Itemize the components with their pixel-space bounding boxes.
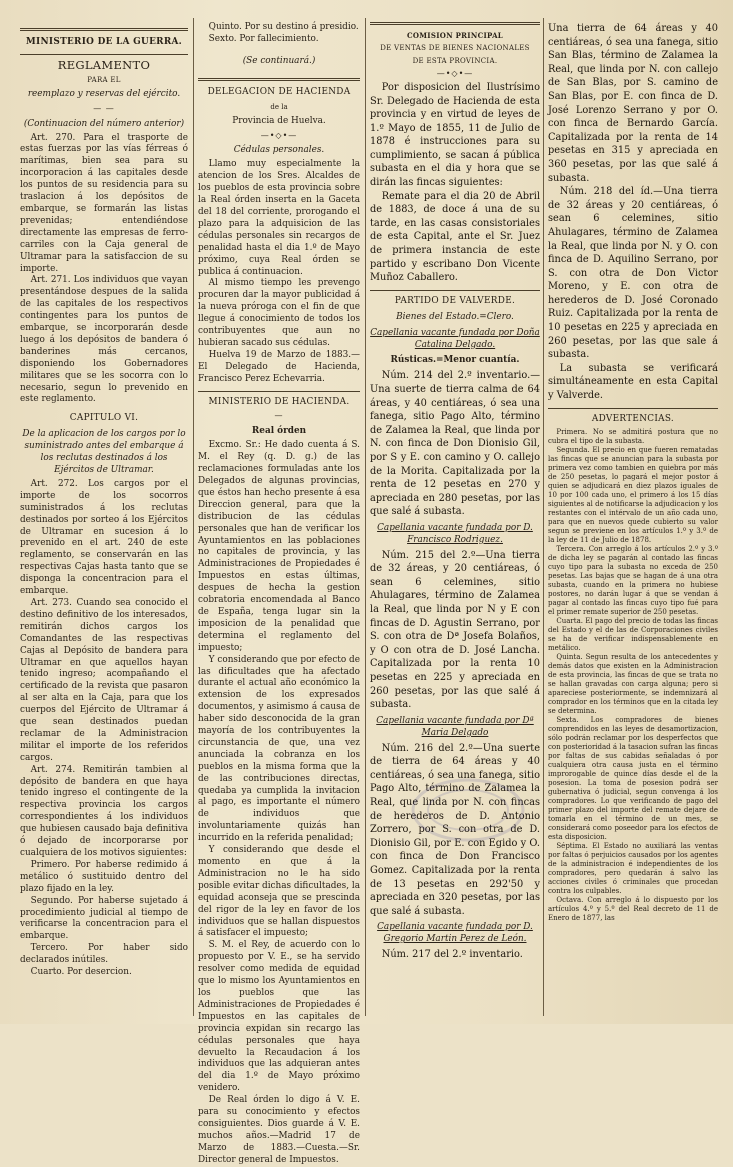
column-divider bbox=[193, 18, 194, 1016]
text-line: Quinto. Por su destino á presidio. bbox=[208, 22, 359, 32]
article-paragraph: Art. 273. Cuando sea conocido el destino definitivo de los interesados, remitirán dichos cargos los Comandantes de las respectivas Cajas al Depósito de bandera para Ultramar en que aquellos hayan tenido ingreso; acompañando el certificado de la revista que pasaron al ser alta en la Caja, para que los cuerpos del Ejército de Ultramar á que sean destinados puedan reclamar de la Administracion militar el importe de los referidos cargos. bbox=[20, 597, 188, 763]
section-title: REGLAMENTO bbox=[57, 57, 151, 72]
warning-item: Segunda. El precio en que fueren rematadas las fincas que se anuncian para la subasta por primera vez como tambien en quiebra por más de 250 pesetas, lo pagará el mejor postor á quien se adjudicará en diez plazos iguales de 10 por 100 cada uno, el primero á los 15 días siguientes al de notificarse la adjudicacion y los restantes con el intérvalo de un año cada uno, para que en nuevos quede cubierto su valor segun se previene en los artículos 1.º y 3.º de la ley de 11 de Julio de 1878. bbox=[548, 445, 718, 544]
lot-description: Núm. 214 del 2.º inventario.—Una suerte de tierra calma de 64 áreas, y 40 centiáreas, ó sea una fanega, sitio Pago Alto, término de Zalamea la Real, que linda por N. con finca de Don Dionisio Gil, por S y E. con camino y O. callejo de la Morita. Capitalizada por la renta de 12 pesetas en 270 y apreciada en 280 pesetas, por las que salé á subasta. bbox=[370, 370, 540, 518]
lot-description: Núm. 216 del 2.º—Una suerte de tierra de 64 áreas y 40 centiáreas, ó sea una fanega, sitio Pago Alto, término de Zalamea la Real, que linda por N. con fincas de herederos de D. Antonio Zorrero, por S. con otra de D. Dionisio Gil, por E. con Egido y O. con finca de Don Francisco Gomez. Capitalizada por la renta de 13 pesetas en 292'50 y apreciada en 320 pesetas, por las que salé á subasta. bbox=[370, 742, 540, 917]
double-rule bbox=[370, 22, 540, 25]
chaplaincy-heading: Capellania vacante fundada por D. Francisco Rodriguez. bbox=[377, 522, 533, 545]
column-divider bbox=[543, 18, 544, 1016]
warning-item: Tercera. Con arreglo á los artículos 2.º y 3.º de dicha ley se pagarán al contado las fincas cuyo tipo para la subasta no exceda de 250 pesetas. Las bajas que se hagan de á una otra subasta, cuando en la primera no hubiese postores, no darán lugar á que se vendan á pagar al contado las fincas cuyo tipo fué para el primer remate superior de 250 pesetas. bbox=[548, 544, 718, 616]
section-kicker: PARA EL bbox=[87, 75, 121, 84]
notice-signature: Huelva 19 de Marzo de 1883.—El Delegado de Hacienda, Francisco Perez Echevarria. bbox=[198, 349, 360, 384]
continuation-note: (Continuacion del número anterior) bbox=[23, 118, 185, 129]
lot-description: Núm. 218 del íd.—Una tierra de 32 áreas y 20 centiáreas, ó sean 6 celemines, sitio Ahulagares, término de Zalamea la Real, que linda por N. y O. con finca de D. Aquilino Serrano, por S. con otra de Don Victor Moreno, y E. con otra de herederos de D. José Coronado Ruiz. Capitalizada por la renta de 10 pesetas en 225 y apreciada en 260 pesetas, por las que sale á subasta. bbox=[548, 186, 718, 361]
royal-order-paragraph: Y considerando que desde el momento en que á la Administracion no le ha sido posible evitar dichas dificultades, la equidad aconseja que se prescinda del rigor de la ley en favor de los individuos que se hallan dispuestos á satisfacer el impuesto; bbox=[198, 845, 360, 939]
warning-item: Primera. No se admitirá postura que no cubra el tipo de la subasta. bbox=[548, 427, 718, 445]
ministry-heading: MINISTERIO DE LA GUERRA. bbox=[25, 37, 183, 47]
commission-sub: DE VENTAS DE BIENES NACIONALES bbox=[380, 44, 530, 52]
delegation-sub: de la bbox=[270, 102, 288, 111]
notice-paragraph: Al mismo tiempo les prevengo procuren dar la mayor publicidad á la nueva próroga con el fin de que llegue á conocimiento de todos los contribuyentes que aun no hubieran sacado sus cédulas. bbox=[198, 278, 360, 348]
double-rule bbox=[20, 28, 188, 31]
column-1 bbox=[20, 22, 188, 1012]
chaplaincy-heading: Capellania vacante fundada por Doña Catalina Delgado. bbox=[370, 327, 540, 350]
ornament: — bbox=[274, 411, 284, 421]
ornament: —•◇•— bbox=[260, 130, 298, 140]
double-rule bbox=[198, 78, 360, 81]
auction-note: La subasta se verificará simultáneamente en esta Capital y Valverde. bbox=[548, 362, 718, 402]
article-paragraph: Art. 271. Los individuos que vayan presentándose despues de la salida de las capitales de los respectivos contingentes para los puntos de embarque, se incorporarán desde luego á los depósitos de bandera ó banderines más cercanos, disponiendo los Gobernadores militares que se les socorra con lo necesario, segun lo prevenido en este reglamento. bbox=[20, 275, 188, 405]
chaplaincy-heading: Capellania vacante fundada por Dª Maria Delgado bbox=[376, 715, 534, 738]
text-line: Sexto. Por fallecimiento. bbox=[208, 33, 319, 44]
royal-order-paragraph: Y considerando que por efecto de las dificultades que ha afectado durante el actual año económico la extension de los expresados documentos, y asimismo á causa de haber sido desconocida de la gran mayoría de los contribuyentes la circunstancia de que, una vez anunciada la cobranza en los pueblos en la misma forma que la de las contribuciones directas, quedaba ya cumplida la invitacion al pago, es importante el número de individuos que involuntariamente quizás han incurrido en la referida penalidad; bbox=[198, 654, 360, 844]
ornament: —•◇•— bbox=[436, 69, 474, 78]
lot-description: Núm. 217 del 2.º inventario. bbox=[381, 949, 523, 961]
delegation-heading: DELEGACION DE HACIENDA bbox=[207, 86, 351, 97]
lot-description: Núm. 215 del 2.º—Una tierra de 32 áreas, y 20 centiáreas, ó sean 6 celemines, sitio Ahulagares, término de Zalamea la Real, que linda por N y E con fincas de D. Agustin Serrano, por S. con otra de Dª Josefa Bolaños, y O con otra de D. José Lancha. Capitalizada por la renta 10 pesetas en 225 y apreciada en 260 pesetas, por las que salé á subasta. bbox=[370, 549, 540, 711]
warning-item: Séptima. El Estado no auxiliará las ventas por faltas ó perjuicios causados por los agentes de la administracion é independientes de los compradores, pero quedarán á salvo las acciones civiles ó criminales que procedan contra los culpables. bbox=[548, 841, 718, 895]
rule bbox=[20, 54, 188, 55]
warning-item: Quinta. Segun resulta de los antecedentes y demás datos que existen en la Administracion de esta provincia, las fincas de que se trata no se hallan gravadas con carga alguna; pero si apareciese posteriormente, se indemnizará al comprador en los términos que en la citada ley se determina. bbox=[548, 652, 718, 715]
chapter-heading: CAPITULO VI. bbox=[69, 413, 139, 424]
ministry-heading: MINISTERIO DE HACIENDA. bbox=[208, 396, 350, 407]
article-paragraph: Cuarto. Por desercion. bbox=[30, 967, 132, 978]
ornament: — — bbox=[93, 103, 115, 113]
article-paragraph: Segundo. Por haberse sujetado á procedimiento judicial al tiempo de verificarse la concentracion para el embarque. bbox=[20, 895, 188, 942]
article-paragraph: Art. 274. Remitirán tambien al depósito de bandera en que haya tenido ingreso el contingente de la respectiva provincia los cargos correspondientes á los individuos que hubiesen causado baja definitiva ó dejado de incorporarse por cualquiera de los motivos siguientes: bbox=[20, 764, 188, 858]
province-name: Provincia de Huelva. bbox=[232, 115, 326, 126]
warning-item: Octava. Con arreglo á lo dispuesto por los artículos 4.º y 5.º del Real decreto de 11 de Enero de 1877, las bbox=[548, 895, 718, 922]
royal-order-heading: Real órden bbox=[251, 426, 307, 437]
article-paragraph: Art. 272. Los cargos por el importe de los socorros suministrados á los reclutas destinados por sorteo á los Ejércitos de Ultramar en sucesion á lo prevenido en el art. 240 de este reglamento, se conservarán en las respectivas Cajas hasta tanto que se disponga la concentracion para el embarque. bbox=[20, 478, 188, 597]
warning-item: Sexta. Los compradores de bienes comprendidos en las leyes de desamortizacion, sólo podrán reclamar por los desperfectos que con posterioridad á la tasacion sufran las fincas por faltas de sus cabidas señaladas ó por cualquiera otra causa justa en el término improrogable de quince días desde el de la posesion. La toma de posesion podrá ser gubernativa ó judicial, segun convenga á los compradores. Lo que verificando de pago del primer plazo del importe del remate dejare de tomarla en el término de un mes, se considerará como poseedor para los efectos de esta disposicion. bbox=[548, 715, 718, 841]
royal-order-paragraph: S. M. el Rey, de acuerdo con lo propuesto por V. E., se ha servido resolver como medida de equidad que lo mismo los Ayuntamientos en los pueblos que las Administraciones de Propiedades é Impuestos en las capitales de provincia expidan sin recargo las cédulas personales que haya devuelto la Recaudacion á los individuos que las adquieran antes del dia 1.º de Mayo próximo venidero. bbox=[198, 940, 360, 1094]
rule bbox=[548, 408, 718, 409]
chaplaincy-heading: Capellania vacante fundada por D. Gregorio Martin Perez de León. bbox=[377, 922, 533, 945]
auction-notice-paragraph: Remate para el dia 20 de Abril de 1883, de doce á una de su tarde, en las casas consistoriales de esta Capital, ante el Sr. Juez de primera instancia de este partido y escribano Don Vicente Muñoz Caballero. bbox=[370, 190, 540, 284]
royal-order-paragraph: Excmo. Sr.: He dado cuenta á S. M. el Rey (q. D. g.) de las reclamaciones formuladas ante los Delegados de algunas provincias, que éstos han hecho presente á esa Direccion general, para que la distribucion de las cédulas personales que han de verificar los Ayuntamientos en las poblaciones no capitales de provincia, y las Administraciones de Propiedades é Impuestos en estas últimas, despues de hecha la gestion cobratoria encomendada al Banco de España, tenga lugar sin la imposicion de la penalidad que determina el reglamento del impuesto; bbox=[198, 440, 360, 653]
column-3 bbox=[370, 22, 540, 1012]
article-paragraph: Primero. Por haberse redimido á metálico ó sustituido dentro del plazo fijado en la ley. bbox=[20, 859, 188, 894]
article-paragraph: Tercero. Por haber sido declarados inútiles. bbox=[20, 943, 188, 966]
topic-heading: Cédulas personales. bbox=[233, 145, 325, 156]
rule bbox=[198, 391, 360, 392]
chapter-title: De la aplicacion de los cargos por lo suministrado antes del embarque á los reclutas destinados á los Ejércitos de Ultramar. bbox=[22, 429, 186, 475]
property-class: Bienes del Estado.=Clero. bbox=[396, 311, 514, 322]
column-2 bbox=[198, 22, 360, 1165]
section-subtitle: reemplazo y reservas del ejército. bbox=[27, 88, 181, 99]
category-heading: Rústicas.=Menor cuantía. bbox=[390, 355, 520, 366]
lot-description: Una tierra de 64 áreas y 40 centiáreas, ó sea una fanega, sitio San Blas, término de Zalamea la Real, que linda por N. con callejo de San Blas, por S. camino de San Blas, por E. con finca de D. José Lorenzo Serrano y por O. con finca de Bernardo García. Capitalizada por la renta de 14 pesetas en 315 y apreciada en 360 pesetas, por las que salé á subasta. bbox=[548, 23, 718, 184]
notice-paragraph: Llamo muy especialmente la atencion de los Sres. Alcaldes de los pueblos de esta provincia sobre la Real órden inserta en la Gaceta del 18 del corriente, prorogando el plazo para la adquisicion de las cédulas personales sin recargos de penalidad hasta el dia 1.º de Mayo próximo, cuya Real órden se publica á continuacion. bbox=[198, 159, 360, 277]
column-4 bbox=[548, 22, 718, 1012]
royal-order-paragraph: De Real órden lo digo á V. E. para su conocimiento y efectos consiguientes. Dios guarde á V. E. muchos años.—Madrid 17 de Marzo de 1883.—Cuesta.—Sr. Director general de Impuestos. bbox=[198, 1095, 360, 1165]
column-divider bbox=[365, 18, 366, 1016]
continued-note: (Se continuará.) bbox=[242, 55, 316, 66]
article-paragraph: Art. 270. Para el trasporte de estas fuerzas por las vías férreas ó marítimas, bien sea para su incorporacion á las capitales desde los puntos de su residencia para su traslacion á los depósitos de embarque, se formarán las listas prevenidas; entendiéndose directamente las empresas de ferro-carriles con la Caja general de Ultramar para la satisfaccion de su importe. bbox=[20, 132, 188, 274]
commission-sub: DE ESTA PROVINCIA. bbox=[412, 57, 498, 65]
district-heading: PARTIDO DE VALVERDE. bbox=[394, 295, 516, 306]
auction-notice-paragraph: Por disposicion del Ilustrísimo Sr. Delegado de Hacienda de esta provincia y en virtud de leyes de 1.º Mayo de 1855, 11 de Julio de 1878 é instrucciones para su cumplimiento, se sacan á pública subasta en el dia y hora que se dirán las fincas siguientes: bbox=[370, 81, 540, 189]
warnings-heading: ADVERTENCIAS. bbox=[591, 413, 675, 424]
warning-item: Cuarta. El pago del precio de todas las fincas del Estado y el de las de Corporaciones civiles se ha de verificar indispensablemente en metálico. bbox=[548, 616, 718, 652]
rule bbox=[370, 290, 540, 291]
commission-heading: COMISION PRINCIPAL bbox=[406, 31, 504, 40]
